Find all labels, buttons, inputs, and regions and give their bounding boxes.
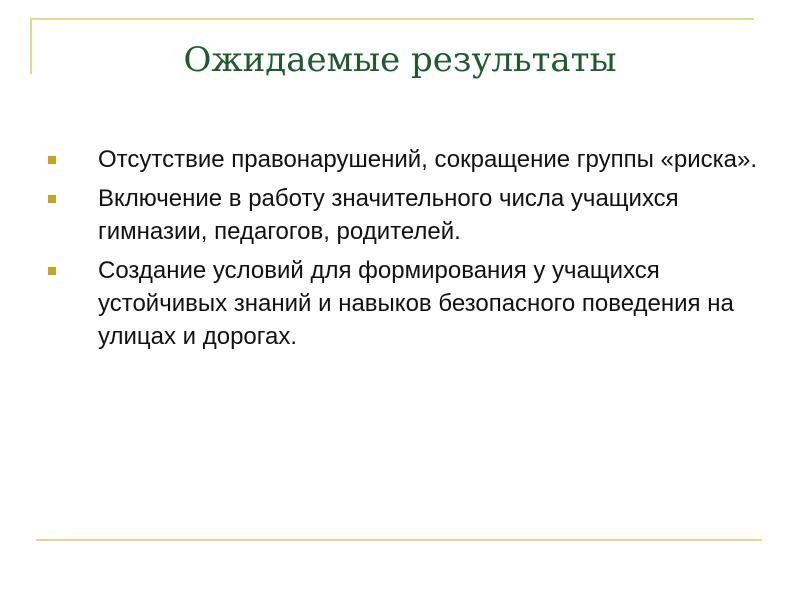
bullet-item <box>44 143 764 176</box>
bottom-decorative-rule <box>36 539 762 541</box>
bullet-item <box>44 182 764 248</box>
square-bullet-icon <box>48 267 56 275</box>
bullet-text: Включение в работу значительного числа учащихся гимназии, педагогов, родителей. <box>98 185 679 245</box>
square-bullet-icon <box>48 195 56 203</box>
square-bullet-icon <box>48 156 56 164</box>
bullet-text: Отсутствие правонарушений, сокращение группы «риска». <box>98 146 758 173</box>
bullet-list <box>44 143 764 359</box>
bullet-item <box>44 254 764 353</box>
slide-title: Ожидаемые результаты <box>183 40 617 80</box>
bullet-text: Создание условий для формирования у учащихся устойчивых знаний и навыков безопасного поведения на улицах и дорогах. <box>98 257 734 350</box>
top-decorative-rule <box>30 18 754 20</box>
